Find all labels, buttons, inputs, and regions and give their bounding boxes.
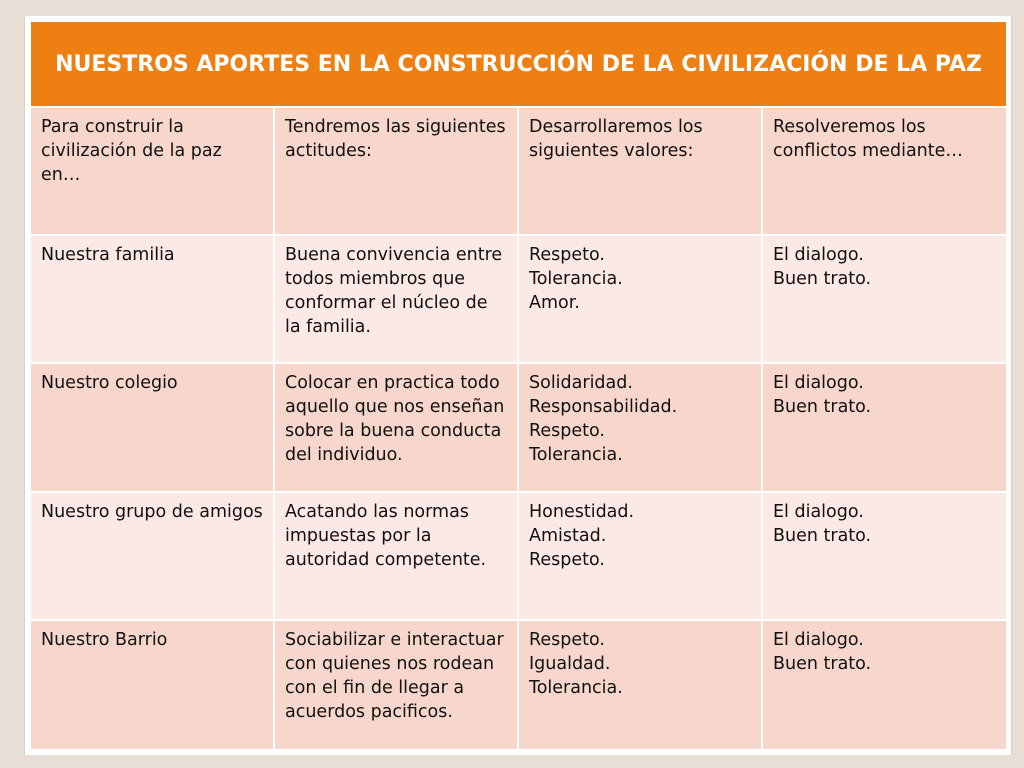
peace-contributions-table	[29, 20, 1008, 751]
cell-ambito: Nuestro colegio	[30, 363, 274, 492]
cell-valores: Respeto. Igualdad. Tolerancia.	[518, 620, 762, 750]
table-row	[30, 620, 1007, 750]
cell-ambito: Nuestro grupo de amigos	[30, 492, 274, 620]
cell-actitudes: Acatando las normas impuestas por la autoridad competente.	[274, 492, 518, 620]
cell-conflictos: El dialogo. Buen trato.	[762, 235, 1007, 363]
cell-ambito: Nuestra familia	[30, 235, 274, 363]
cell-conflictos: El dialogo. Buen trato.	[762, 492, 1007, 620]
table-title-row	[30, 21, 1007, 107]
cell-actitudes: Buena convivencia entre todos miembros que conformar el núcleo de la familia.	[274, 235, 518, 363]
cell-conflictos: El dialogo. Buen trato.	[762, 363, 1007, 492]
cell-actitudes: Colocar en practica todo aquello que nos enseñan sobre la buena conducta del individuo.	[274, 363, 518, 492]
cell-ambito: Nuestro Barrio	[30, 620, 274, 750]
cell-valores: Honestidad. Amistad. Respeto.	[518, 492, 762, 620]
header-actitudes: Tendremos las siguientes actitudes:	[274, 107, 518, 235]
table-header-row	[30, 107, 1007, 235]
cell-actitudes: Sociabilizar e interactuar con quienes nos rodean con el fin de llegar a acuerdos pacificos.	[274, 620, 518, 750]
slide	[24, 16, 1012, 755]
table-row	[30, 363, 1007, 492]
cell-conflictos: El dialogo. Buen trato.	[762, 620, 1007, 750]
cell-valores: Respeto. Tolerancia. Amor.	[518, 235, 762, 363]
table-row	[30, 492, 1007, 620]
table-row	[30, 235, 1007, 363]
cell-valores: Solidaridad. Responsabilidad. Respeto. Tolerancia.	[518, 363, 762, 492]
header-ambito: Para construir la civilización de la paz en…	[30, 107, 274, 235]
header-valores: Desarrollaremos los siguientes valores:	[518, 107, 762, 235]
header-conflictos: Resolveremos los conflictos mediante…	[762, 107, 1007, 235]
table-title: NUESTROS APORTES EN LA CONSTRUCCIÓN DE LA CIVILIZACIÓN DE LA PAZ	[30, 21, 1007, 107]
